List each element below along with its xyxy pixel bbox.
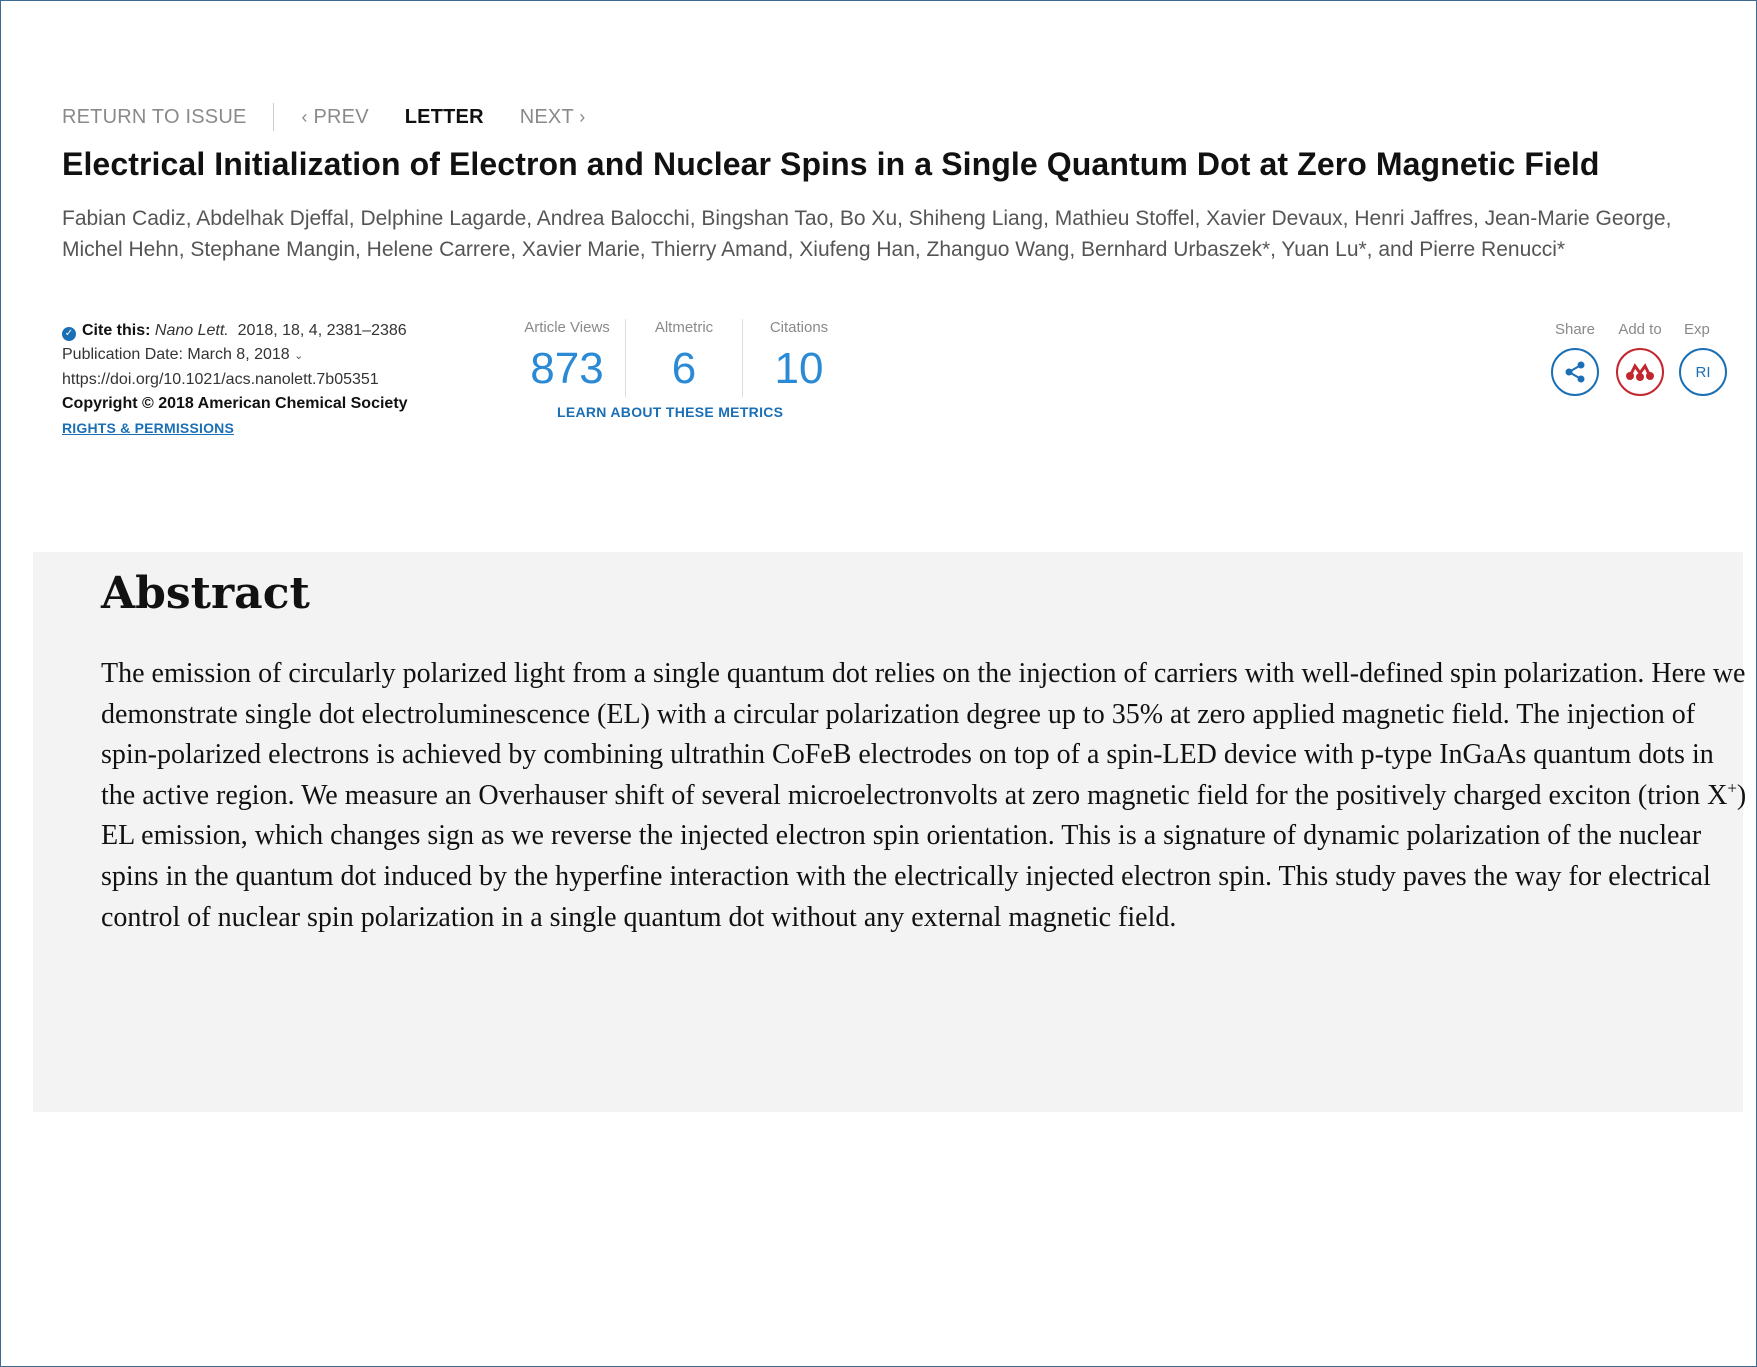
publication-date-row[interactable]: [62, 343, 408, 368]
altmetric-label: Altmetric: [654, 319, 714, 336]
next-label: NEXT: [519, 105, 574, 128]
check-icon: ✓: [62, 327, 76, 341]
article-views-label: Article Views: [524, 319, 610, 336]
abstract-section: [33, 552, 1747, 1112]
add-to-tool: [1608, 321, 1672, 396]
export-ris-button[interactable]: [1679, 348, 1727, 396]
add-to-label: Add to: [1618, 321, 1662, 338]
cite-row: [62, 319, 408, 343]
citation-block: [62, 319, 408, 441]
export-label: Exp: [1684, 321, 1710, 338]
share-label: Share: [1554, 321, 1596, 338]
author-list: Fabian Cadiz, Abdelhak Djeffal, Delphine Lagarde, Andrea Balocchi, Bingshan Tao, Bo Xu, Shiheng Liang, Mathieu Stoffel, Xavier Devaux, Henri Jaffres, Jean-Marie George, Michel Hehn, Stephane Mangin, Helene Carrere, Xavier Marie, Thierry Amand, Xiufeng Han, Zhanguo Wang, Bernhard Urbaszek*, Yuan Lu*, and Pierre Renucci*: [62, 207, 1672, 261]
journal-reference: 2018, 18, 4, 2381–2386: [237, 322, 407, 339]
chevron-down-icon: ⌄: [294, 350, 304, 362]
chevron-right-icon: ›: [579, 106, 586, 127]
share-icon: [1562, 359, 1588, 385]
return-to-issue-link[interactable]: RETURN TO ISSUE: [62, 103, 274, 131]
mendeley-icon: [1625, 361, 1655, 383]
metrics-panel: [509, 319, 855, 397]
prev-link[interactable]: [302, 106, 369, 129]
learn-metrics-link[interactable]: LEARN ABOUT THESE METRICS: [557, 404, 784, 420]
abstract-heading: Abstract: [101, 568, 310, 619]
article-nav: [62, 103, 585, 131]
prev-label: PREV: [313, 105, 369, 128]
article-views-metric: [509, 319, 625, 397]
ris-icon: RI: [1695, 363, 1711, 381]
doi-link[interactable]: https://doi.org/10.1021/acs.nanolett.7b05351: [62, 371, 379, 388]
abstract-text: [101, 654, 1751, 938]
publication-date: Publication Date: March 8, 2018: [62, 346, 290, 363]
next-link[interactable]: [520, 106, 586, 129]
cite-label[interactable]: Cite this:: [82, 322, 151, 339]
add-to-mendeley-button[interactable]: [1616, 348, 1664, 396]
chevron-left-icon: ‹: [301, 106, 308, 127]
rights-permissions-link[interactable]: RIGHTS & PERMISSIONS: [62, 420, 235, 436]
abstract-superscript: +: [1727, 778, 1737, 798]
altmetric-metric[interactable]: [625, 319, 742, 397]
export-tool: [1676, 321, 1736, 396]
citations-value: 10: [774, 344, 824, 393]
citations-label: Citations: [769, 319, 829, 336]
article-title: Electrical Initialization of Electron and Nuclear Spins in a Single Quantum Dot at Zero Magnetic Field: [62, 146, 1600, 182]
journal-name: Nano Lett.: [154, 322, 229, 339]
article-tools: [1546, 321, 1711, 431]
citations-metric[interactable]: [742, 319, 855, 397]
altmetric-value: 6: [671, 344, 697, 393]
article-views-value: 873: [530, 344, 604, 393]
copyright-text: Copyright © 2018 American Chemical Society: [62, 395, 408, 412]
share-tool: [1546, 321, 1604, 396]
abstract-text-part2: ) EL emission, which changes sign as we reverse the injected electron spin orientation. This is a signature of dynamic polarization of the nuclear spins in the quantum dot induced by the hyperfine interaction with the electrically injected electron spin. This study paves the way for electrical control of nuclear spin polarization in a single quantum dot without any external magnetic field.: [101, 779, 1747, 933]
abstract-text-part1: The emission of circularly polarized light from a single quantum dot relies on the injection of carriers with well-defined spin polarization. Here we demonstrate single dot electroluminescence (EL) with a circular polarization degree up to 35% at zero applied magnetic field. The injection of spin-polarized electrons is achieved by combining ultrathin CoFeB electrodes on top of a spin-LED device with p-type InGaAs quantum dots in the active region. We measure an Overhauser shift of several microelectronvolts at zero magnetic field for the positively charged exciton (trion X: [101, 658, 1746, 811]
share-button[interactable]: [1551, 348, 1599, 396]
article-type-label: LETTER: [404, 105, 484, 128]
